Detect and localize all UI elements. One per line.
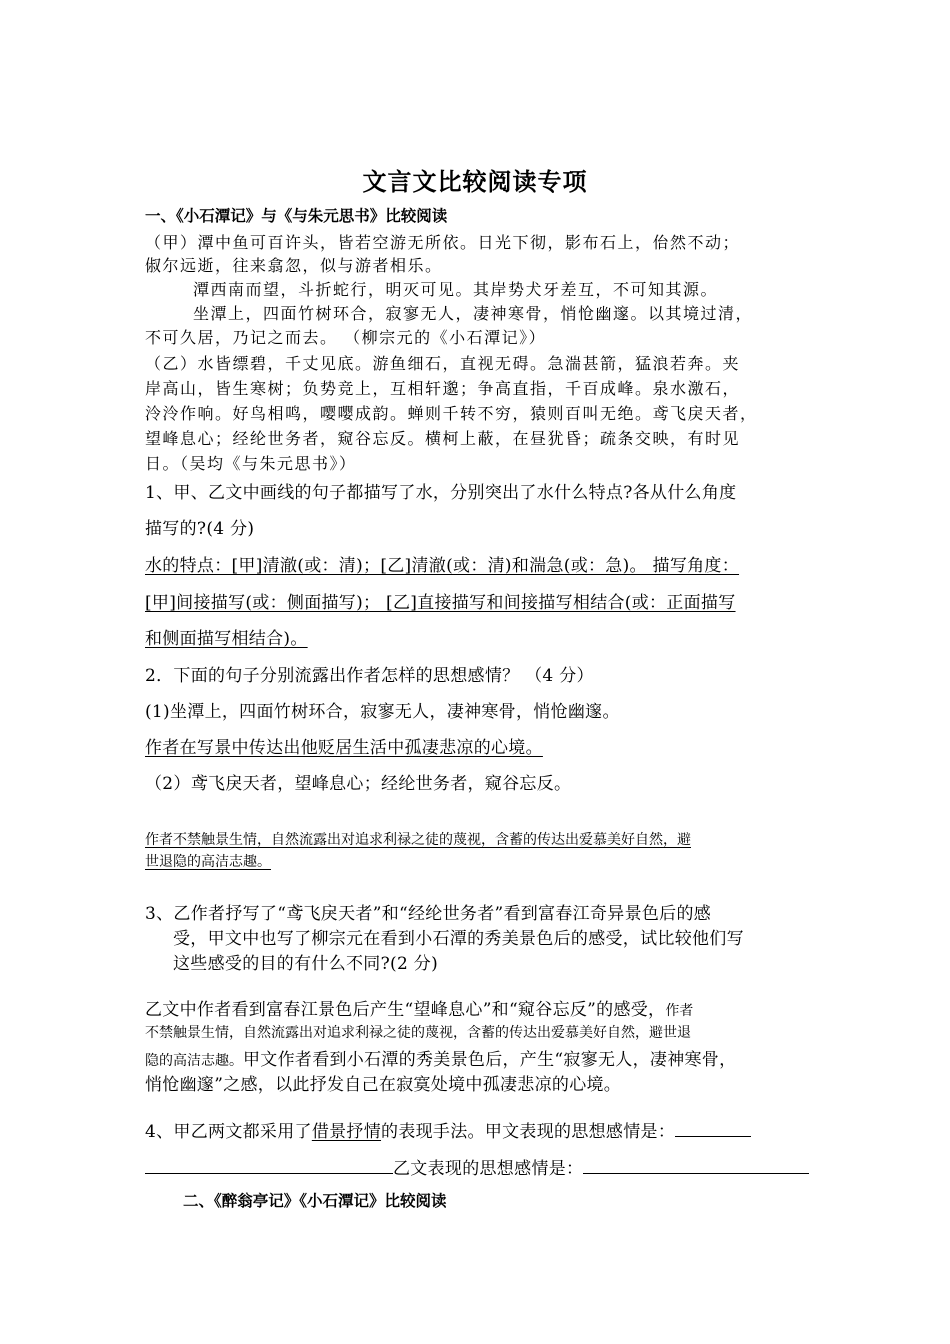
question-3-line: 3、乙作者抒写了“鸢飞戾天者”和“经纶世务者”看到富春江奇异景色后的感 xyxy=(145,904,712,924)
question-2-prompt: 2．下面的句子分别流露出作者怎样的思想感情？ （4 分） xyxy=(145,666,594,686)
answer-3-text-small: 隐的高洁志趣。 xyxy=(145,1053,243,1069)
question-4-text: 的表现手法。甲文表现的思想感情是： xyxy=(381,1122,676,1142)
passage-a-line: 潭西南而望，斗折蛇行，明灭可见。其岸势犬牙差互，不可知其源。 xyxy=(193,280,719,299)
section-2-heading: 二、《醉翁亭记》《小石潭记》比较阅读 xyxy=(183,1191,447,1210)
page-title: 文言文比较阅读专项 xyxy=(362,167,588,196)
answer-3-line: 不禁触景生情，自然流露出对追求利禄之徒的蔑视，含蓄的传达出爱慕美好自然，避世退 xyxy=(145,1025,691,1041)
question-3-line: 受，甲文中也写了柳宗元在看到小石潭的秀美景色后的感受，试比较他们写 xyxy=(173,929,744,949)
question-4-line-2 xyxy=(145,1154,809,1179)
answer-1-line: [甲]间接描写(或：侧面描写)； [乙]直接描写和间接描写相结合(或：正面描写 xyxy=(145,593,736,613)
question-1-line: 描写的?(4 分) xyxy=(145,519,255,539)
answer-2-item-2-line: 作者不禁触景生情，自然流露出对追求利禄之徒的蔑视，含蓄的传达出爱慕美好自然，避 xyxy=(145,832,691,848)
passage-b-line: 岸高山，皆生寒树；负势竞上，互相轩邈；争高直指，千百成峰。泉水激石， xyxy=(145,379,741,398)
passage-b-line: 日。（吴均《与朱元思书》） xyxy=(145,454,357,473)
question-4-line-1 xyxy=(145,1117,751,1142)
answer-3-line: 悄怆幽邃”之感，以此抒发自己在寂寞处境中孤凄悲凉的心境。 xyxy=(145,1075,622,1095)
answer-2-item-1: 作者在写景中传达出他贬居生活中孤凄悲凉的心境。 xyxy=(145,738,543,758)
passage-a-line: 坐潭上，四面竹树环合，寂寥无人，凄神寒骨，悄怆幽邃。以其境过清， xyxy=(193,304,754,323)
question-2-item-1: (1)坐潭上，四面竹树环合，寂寥无人，凄神寒骨，悄怆幽邃。 xyxy=(145,702,620,722)
question-4-technique: 借景抒情 xyxy=(311,1122,382,1142)
answer-blank-a-cont[interactable] xyxy=(145,1157,393,1174)
question-2-item-2: （2）鸢飞戾天者，望峰息心；经纶世务者，窥谷忘反。 xyxy=(145,774,572,794)
passage-a-line: 不可久居，乃记之而去。 （柳宗元的《小石潭记》） xyxy=(145,328,547,347)
question-3-line: 这些感受的目的有什么不同?(2 分) xyxy=(173,954,438,974)
passage-a-line: （甲）潭中鱼可百许头，皆若空游无所依。日光下彻，影布石上，佁然不动； xyxy=(145,233,741,252)
passage-b-line: （乙）水皆缥碧，千丈见底。游鱼细石，直视无碍。急湍甚箭，猛浪若奔。夹 xyxy=(145,354,741,373)
answer-3-text: 乙文中作者看到富春江景色后产生“望峰息心”和“窥谷忘反”的感受， xyxy=(145,1000,666,1020)
answer-3-line xyxy=(145,1045,736,1070)
passage-b-line: 泠泠作响。好鸟相鸣，嘤嘤成韵。蝉则千转不穷，猿则百叫无绝。鸢飞戾天者， xyxy=(145,404,758,423)
answer-1-line: 和侧面描写相结合)。 xyxy=(145,629,308,649)
answer-3-line xyxy=(145,995,693,1020)
question-1-line: 1、甲、乙文中画线的句子都描写了水，分别突出了水什么特点?各从什么角度 xyxy=(145,483,737,503)
answer-3-text: 甲文作者看到小石潭的秀美景色后，产生“寂寥无人，凄神寒骨， xyxy=(243,1050,737,1070)
answer-1-line: 水的特点：[甲]清澈(或：清)；[乙]清澈(或：清)和湍急(或：急)。 描写角度： xyxy=(145,556,740,576)
section-1-heading: 一、《小石潭记》与《与朱元思书》比较阅读 xyxy=(145,206,448,225)
answer-blank-b[interactable] xyxy=(583,1157,809,1174)
answer-blank-a[interactable] xyxy=(675,1120,751,1137)
question-4-text: 4、甲乙两文都采用了 xyxy=(145,1122,312,1142)
answer-2-item-2-line: 世退隐的高洁志趣。 xyxy=(145,854,271,870)
question-4-text: 乙文表现的思想感情是： xyxy=(393,1159,584,1179)
passage-a-line: 俶尔远逝，往来翕忽，似与游者相乐。 xyxy=(145,256,443,275)
answer-3-text-small: 作者 xyxy=(665,1003,694,1019)
passage-b-line: 望峰息心；经纶世务者，窥谷忘反。横柯上蔽，在昼犹昏；疏条交映，有时见 xyxy=(145,429,741,448)
